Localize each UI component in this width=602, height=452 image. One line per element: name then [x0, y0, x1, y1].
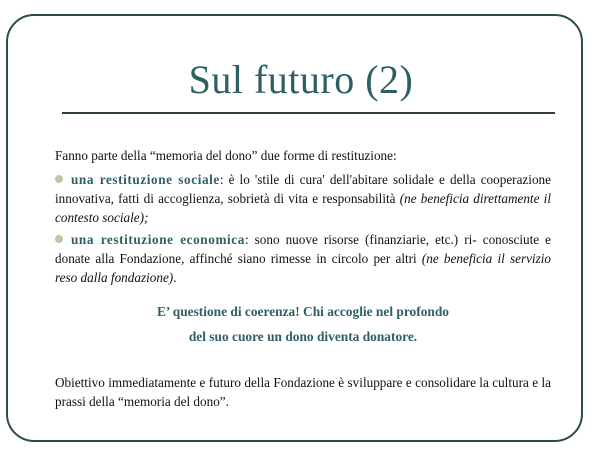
bullet-text: : sono nuove risorse (finanziarie, etc.) ri- conosciute e donate alla Fondazione, affinché siano rimesse in circolo per altri: [55, 232, 551, 266]
bullet-note: (ne beneficia direttamente il contesto sociale);: [55, 191, 551, 225]
bullet-dot-icon: [55, 175, 63, 183]
emphasis-line-2: del suo cuore un dono diventa donatore.: [188, 329, 418, 344]
slide-title: Sul futuro (2): [188, 57, 414, 102]
bullet-tail: .: [173, 270, 177, 285]
slide-body: [55, 146, 551, 411]
bullet-note: (ne beneficia il servizio reso dalla fondazione): [55, 251, 551, 285]
emphasis-line-1: E’ questione di coerenza! Chi accoglie nel profondo: [157, 304, 449, 319]
bullet-text: : è lo 'stile di cura' dell'abitare solidale e della cooperazione innovativa, fatti di accoglienza, sobrietà di vita e responsabilità: [55, 172, 551, 206]
emphasis-statement: [55, 299, 551, 349]
bullet-dot-icon: [55, 235, 63, 243]
intro-text: Fanno parte della “memoria del dono” due forme di restituzione:: [55, 148, 397, 163]
title-divider: [62, 112, 555, 114]
bullet-point-social: [55, 170, 551, 227]
bullet-term: una restituzione sociale: [71, 172, 220, 187]
bullet-point-economic: [55, 230, 551, 287]
bullet-term: una restituzione economica: [71, 232, 245, 247]
closing-text: Obiettivo immediatamente e futuro della Fondazione è sviluppare e consolidare la cultura e la prassi della “memoria del dono”.: [55, 375, 551, 409]
